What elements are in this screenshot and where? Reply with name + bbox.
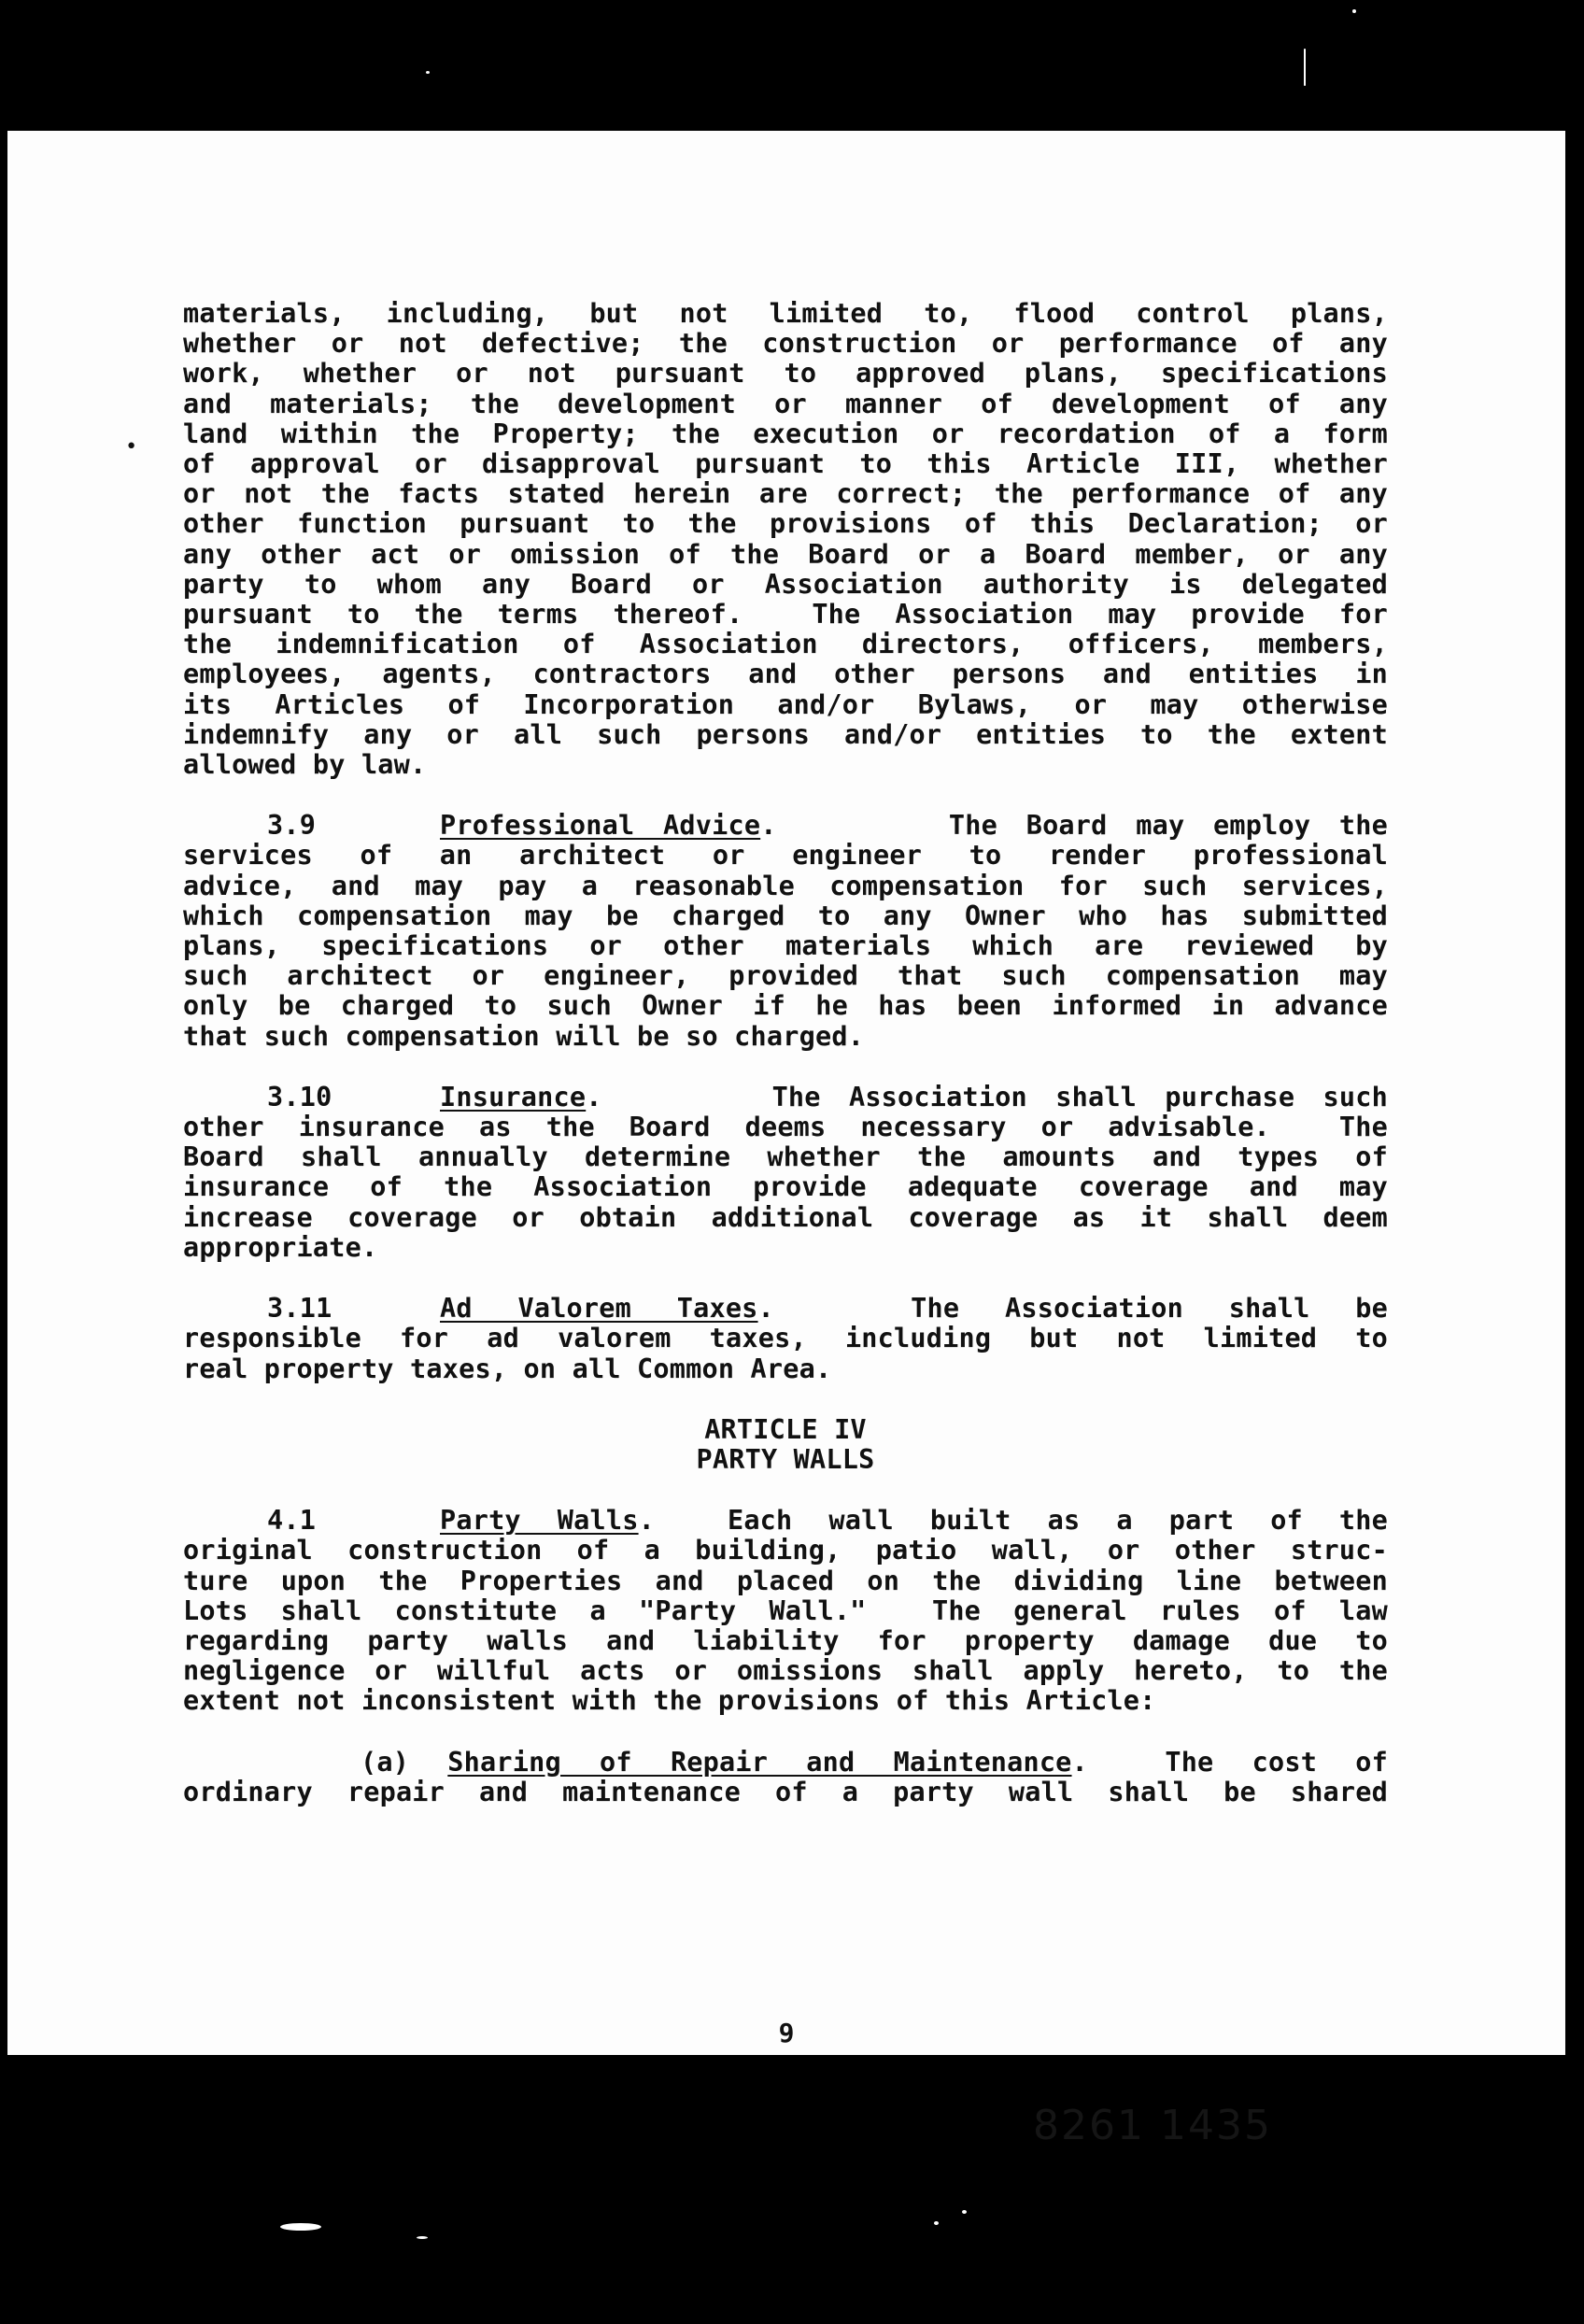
text-line: services of an architect or engineer to render professional — [183, 840, 1388, 872]
text-line: which compensation may be charged to any Owner who has submitted — [183, 900, 1388, 931]
section-title: Professional Advice — [440, 810, 761, 842]
section-number: 4.1 — [267, 1505, 317, 1537]
text-line: extent not inconsistent with the provisions of this Article: — [183, 1685, 1156, 1717]
subsection-first-line — [183, 1748, 1388, 1778]
text-line: increase coverage or obtain additional coverage as it shall deem — [183, 1201, 1388, 1233]
subsection-a — [183, 1748, 1388, 1807]
article-title: ARTICLE IV — [704, 1413, 867, 1445]
section-number: 3.9 — [267, 810, 317, 842]
scan-speck — [426, 71, 430, 74]
body-text — [183, 299, 1388, 1807]
section-first-line — [183, 1294, 1388, 1324]
margin-bullet: • — [125, 435, 138, 459]
article-subtitle: PARTY WALLS — [696, 1443, 875, 1475]
text-line: land within the Property; the execution or recordation of a form — [183, 418, 1388, 449]
text-line: ordinary repair and maintenance of a party wall shall be shared — [183, 1776, 1388, 1807]
section-first-line — [183, 1506, 1388, 1536]
section-first-text: . The Association shall be — [757, 1293, 1388, 1325]
section-first-line — [183, 811, 1388, 841]
scan-speck — [1304, 49, 1306, 86]
section-title: Insurance — [440, 1081, 587, 1112]
subsection-title: Sharing of Repair and Maintenance — [447, 1746, 1072, 1778]
text-line: the indemnification of Association directors, officers, members, — [183, 629, 1388, 660]
text-line: whether or not defective; the construction or performance of any — [183, 328, 1388, 360]
scan-speck — [1352, 9, 1356, 13]
text-line: pursuant to the terms thereof. The Association may provide for — [183, 599, 1388, 631]
text-line: original construction of a building, patio wall, or other struc- — [183, 1535, 1388, 1566]
section-3-9 — [183, 811, 1388, 1052]
text-line: other function pursuant to the provisions of this Declaration; or — [183, 508, 1388, 540]
text-line: negligence or willful acts or omissions shall apply hereto, to the — [183, 1655, 1388, 1687]
text-line: insurance of the Association provide adequate coverage and may — [183, 1171, 1388, 1203]
text-line: work, whether or not pursuant to approved plans, specifications — [183, 358, 1388, 390]
section-first-text: . Each wall built as a part of the — [638, 1505, 1388, 1537]
article-heading — [183, 1415, 1388, 1475]
scan-speck — [280, 2223, 321, 2231]
text-line: employees, agents, contractors and other persons and entities in — [183, 659, 1388, 690]
text-line: party to whom any Board or Association authority is delegated — [183, 568, 1388, 600]
text-line: materials, including, but not limited to, flood control plans, — [183, 298, 1388, 329]
text-line: Board shall annually determine whether the amounts and types of — [183, 1141, 1388, 1173]
text-line: that such compensation will be so charged. — [183, 1020, 865, 1052]
section-3-11 — [183, 1294, 1388, 1384]
subsection-first-text: . The cost of — [1071, 1746, 1388, 1778]
document-page — [7, 131, 1565, 2149]
text-line: appropriate. — [183, 1231, 378, 1263]
text-line: other insurance as the Board deems necessary or advisable. The — [183, 1112, 1388, 1143]
text-line: ture upon the Properties and placed on the dividing line between — [183, 1565, 1388, 1596]
intro-paragraph — [183, 299, 1388, 780]
scan-speck — [934, 2221, 939, 2225]
section-first-line — [183, 1083, 1388, 1112]
text-line: and materials; the development or manner of development of any — [183, 388, 1388, 419]
section-number: 3.10 — [267, 1081, 332, 1112]
text-line: only be charged to such Owner if he has been informed in advance — [183, 990, 1388, 1022]
text-line: responsible for ad valorem taxes, including but not limited to — [183, 1323, 1388, 1354]
text-line: advice, and may pay a reasonable compensation for such services, — [183, 870, 1388, 901]
text-line: regarding party walls and liability for property damage due to — [183, 1624, 1388, 1656]
text-line: allowed by law. — [183, 749, 427, 781]
subsection-label: (a) — [361, 1746, 410, 1778]
text-line: its Articles of Incorporation and/or Bylaws, or may otherwise — [183, 688, 1388, 720]
scan-speck — [962, 2210, 967, 2214]
section-title: Party Walls — [440, 1505, 639, 1537]
section-4-1 — [183, 1506, 1388, 1716]
page-number: 9 — [778, 2018, 795, 2048]
text-line: indemnify any or all such persons and/or entities to the extent — [183, 718, 1388, 750]
text-line: or not the facts stated herein are correct; the performance of any — [183, 478, 1388, 510]
section-title: Ad Valorem Taxes — [440, 1293, 758, 1325]
text-line: of approval or disapproval pursuant to this Article III, whether — [183, 448, 1388, 480]
text-line: such architect or engineer, provided that such compensation may — [183, 960, 1388, 992]
text-line: any other act or omission of the Board or a Board member, or any — [183, 538, 1388, 570]
section-first-text: . The Association shall purchase such — [586, 1081, 1388, 1112]
section-number: 3.11 — [267, 1293, 332, 1325]
record-stamp: 8261 1435 — [1033, 2102, 1272, 2149]
section-first-text: . The Board may employ the — [760, 810, 1388, 842]
text-line: plans, specifications or other materials which are reviewed by — [183, 930, 1388, 962]
scan-speck — [417, 2236, 428, 2239]
text-line: Lots shall constitute a "Party Wall." The general rules of law — [183, 1594, 1388, 1626]
text-line: real property taxes, on all Common Area. — [183, 1353, 832, 1384]
section-3-10 — [183, 1083, 1388, 1263]
